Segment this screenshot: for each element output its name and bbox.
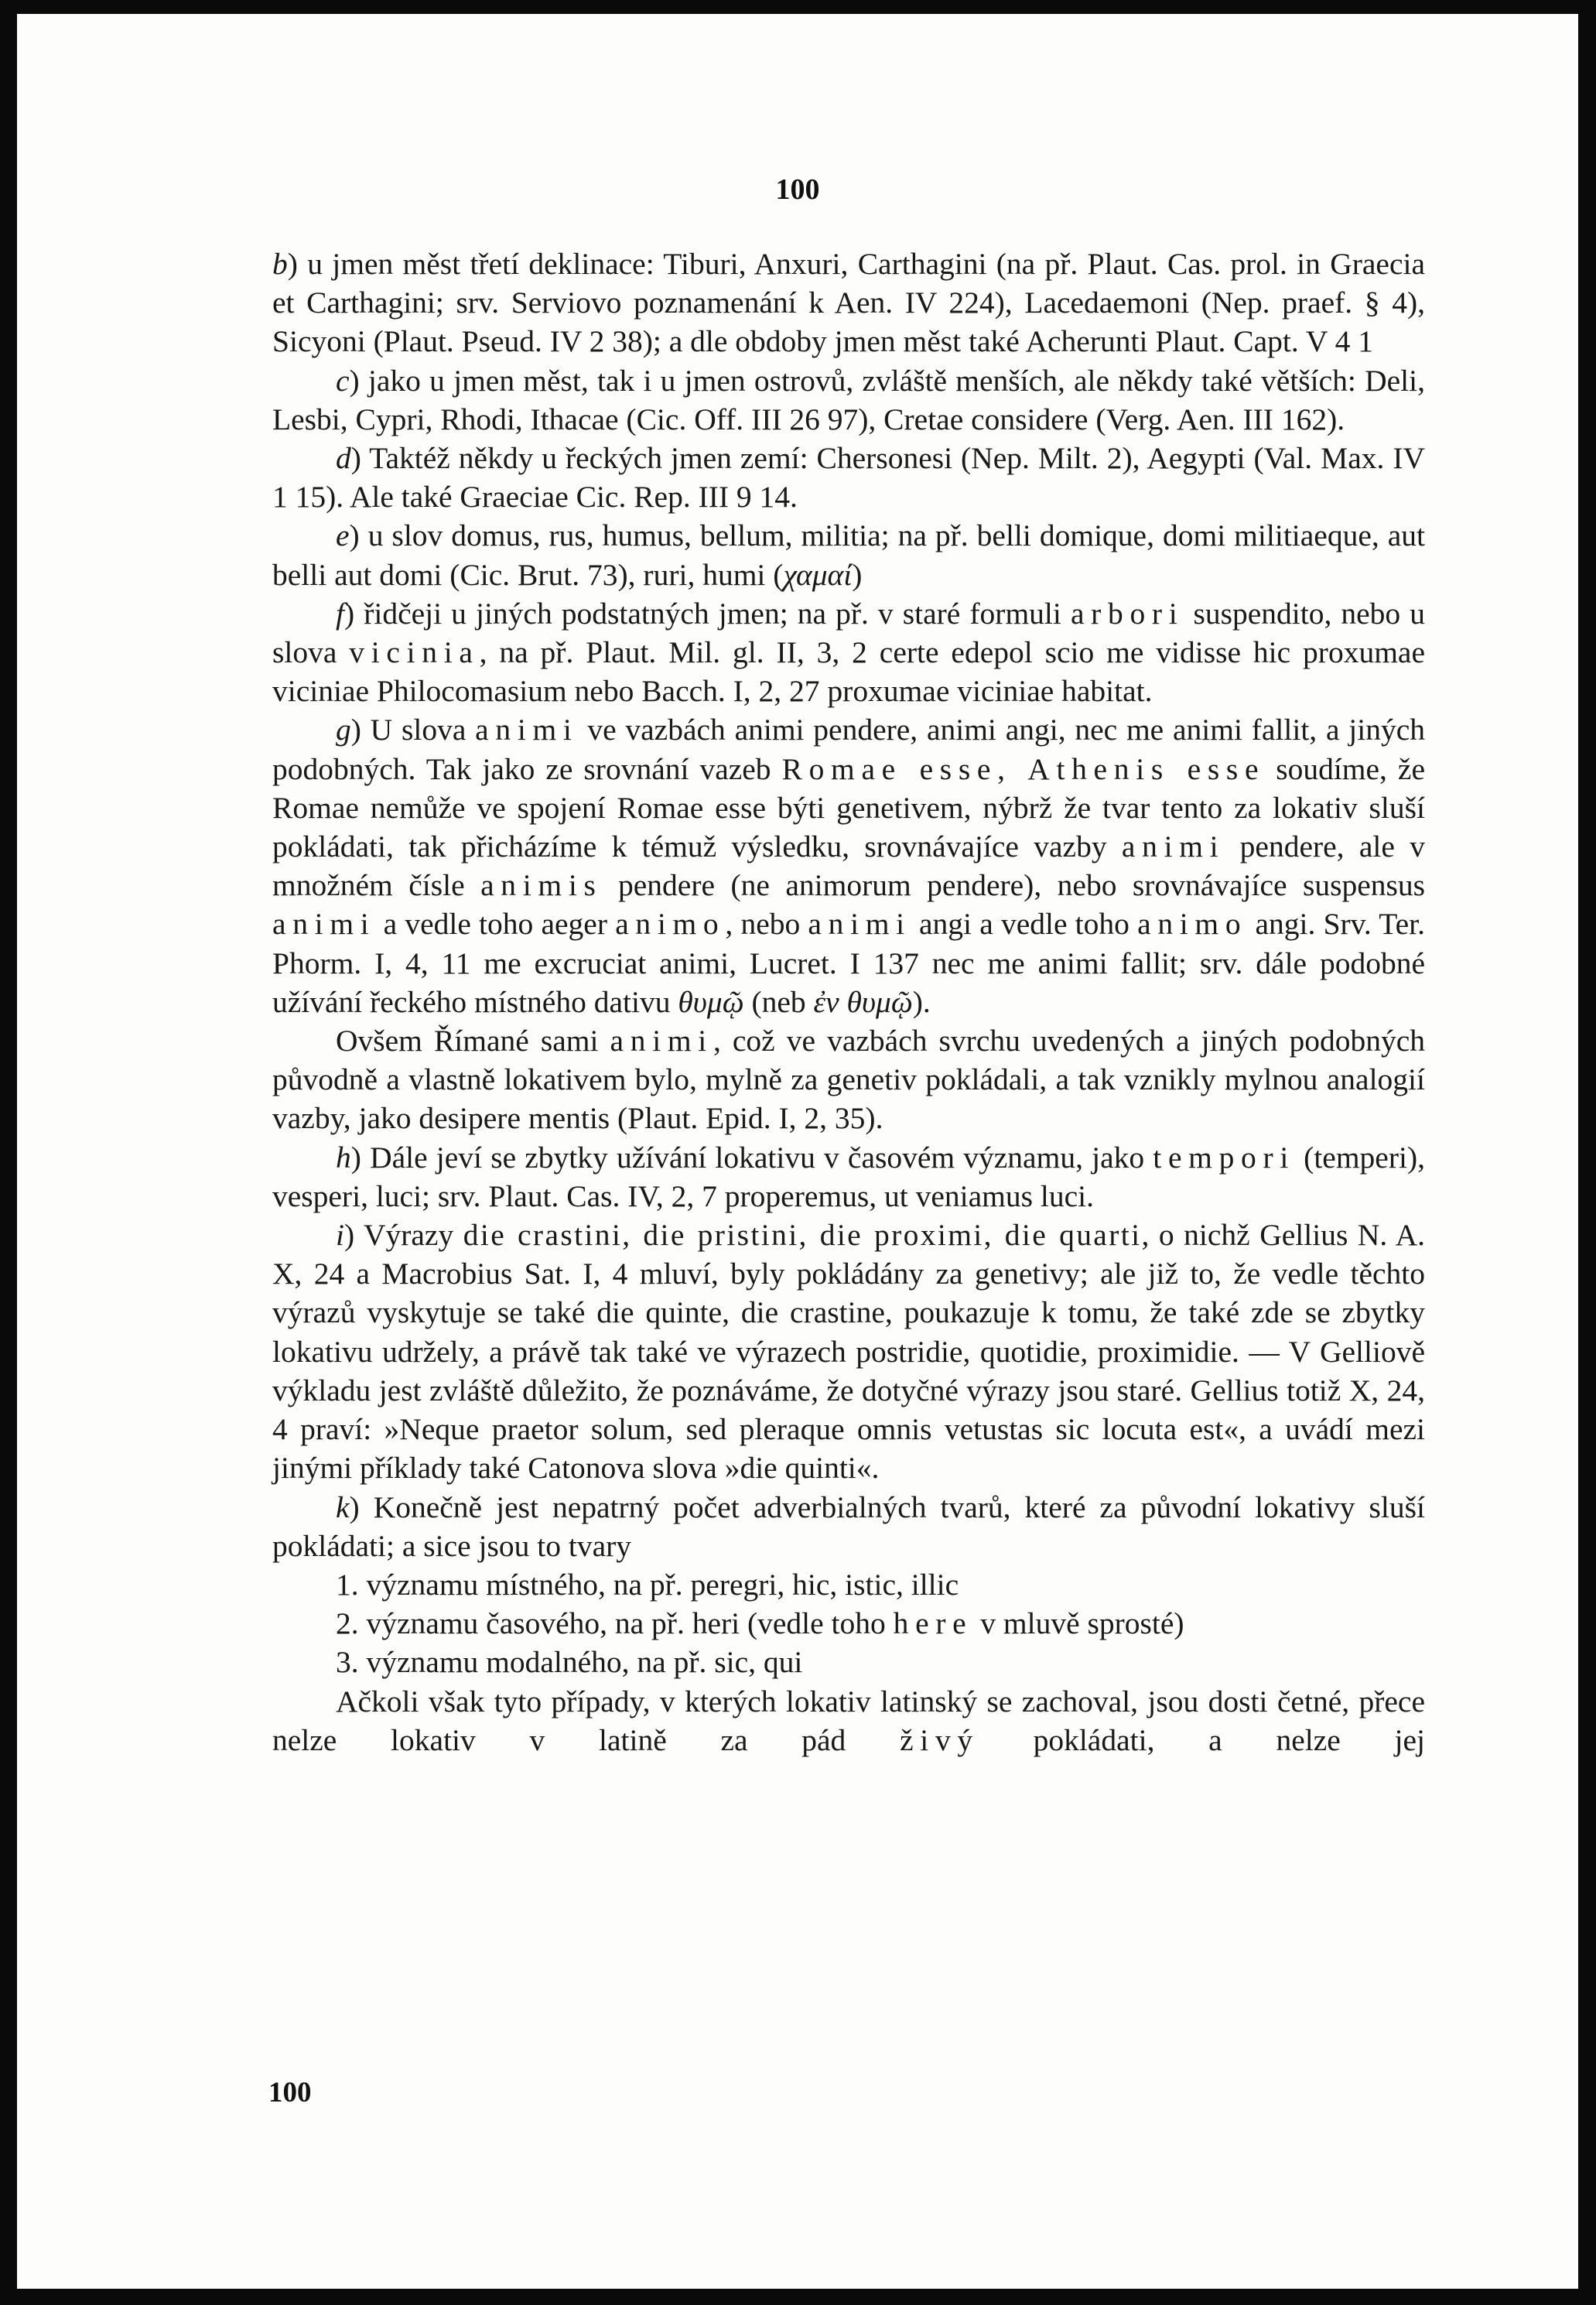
spaced-term: Romae esse, Athenis esse — [781, 751, 1266, 786]
greek-word: χαμαί — [783, 557, 853, 592]
paragraph-final: Ačkoli však tyto případy, v kterých lokativ latinský se zachoval, jsou dosti četné, přece nelze lokativ v latině za pád živý pokládati, a nelze jej — [272, 1684, 1426, 1757]
greek-word: θυμῷ — [678, 984, 744, 1019]
spaced-term: arbori — [1070, 596, 1184, 631]
spaced-term: animi — [1121, 829, 1225, 864]
item-letter: k — [336, 1489, 350, 1524]
spaced-term: animo — [615, 907, 726, 942]
spaced-term: animis — [480, 868, 603, 903]
item-letter: c — [336, 363, 350, 398]
paragraph-f: f) řidčeji u jiných podstatných jmen; na př. v staré formuli arbori suspendito, nebo u slova vicinia, na př. Plaut. Mil. gl. II, 3, 2 certe edepol scio me vidisse hic proxumae viciniae Philocomasium nebo Bacch. I, 2, 27 proxumae viciniae habitat. — [272, 596, 1425, 709]
spaced-term: animi — [610, 1024, 713, 1058]
item-letter: b — [272, 247, 288, 281]
paragraph-g-continued: Ovšem Římané sami animi, což ve vazbách svrchu uvedených a jiných podobných původně a vlastně lokativem bylo, mylně za genetiv pokládali, a tak vznikly mylnou analogií vazby, jako desipere mentis (Plaut. Epid. I, 2, 35). — [272, 1024, 1425, 1136]
item-letter: f — [336, 596, 344, 631]
item-letter: d — [336, 441, 351, 476]
list-item-3: 3. významu modalného, na př. sic, qui — [336, 1645, 803, 1680]
greek-word: ἐν θυμῷ — [813, 984, 913, 1019]
paragraph-h: h) Dále jeví se zbytky užívání lokativu v časovém významu, jako tempori (temperi), vesperi, luci; srv. Plaut. Cas. IV, 2, 7 properemus, ut veniamus luci. — [272, 1140, 1425, 1213]
spaced-term: animi — [808, 907, 911, 942]
item-letter: i — [336, 1218, 344, 1253]
paragraph-d: d) Taktéž někdy u řeckých jmen zemí: Chersonesi (Nep. Milt. 2), Aegypti (Val. Max. IV 1 15). Ale také Graeciae Cic. Rep. III 9 14. — [272, 441, 1425, 515]
spaced-term: animi — [272, 907, 376, 942]
item-letter: h — [336, 1140, 351, 1175]
spaced-term: animo — [1137, 907, 1248, 942]
paragraph-g: g) U slova animi ve vazbách animi pendere, animi angi, nec me animi fallit, a jiných podobných. Tak jako ze srovnání vazeb Romae esse, Athenis esse soudíme, že Romae nemůže ve spojení Romae esse býti genetivem, nýbrž že tvar tento za lokativ sluší pokládati, tak přicházíme k témuž výsledku, srovnávajíce vazby animi pendere, ale v množném čísle animis pendere (ne animorum pendere), nebo srovnávajíce suspensus animi a vedle toho aeger animo, nebo animi angi a vedle toho animo angi. Srv. Ter. Phorm. I, 4, 11 me excruciat animi, Lucret. I 137 nec me animi fallit; srv. dále podobné užívání řeckého místného dativu θυμῷ (neb ἐν θυμῷ). — [272, 713, 1425, 1019]
paragraph-i: i) Výrazy die crastini, die pristini, die proximi, die quarti, o nichž Gellius N. A. X, 24 a Macrobius Sat. I, 4 mluví, byly pokládány za genetivy; ale již to, že vedle těchto výrazů vyskytuje se také die quinte, die crastine, poukazuje k tomu, že také zde se zbytky lokativu udržely, a právě tak také ve výrazech postridie, quotidie, proximidie. — V Gelliově výkladu jest zvláště důležito, že poznáváme, že dotyčné výrazy jsou staré. Gellius totiž X, 24, 4 praví: »Neque praetor solum, sed pleraque omnis vetustas sic locuta est«, a uvádí mezi jinými příklady také Catonova slova »die quinti«. — [272, 1218, 1426, 1486]
spaced-term: tempori — [1153, 1140, 1295, 1175]
paragraph-k: k) Konečně jest nepatrný počet adverbialných tvarů, které za původní lokativy sluší pokládati; a sice jsou to tvary — [272, 1489, 1425, 1563]
spaced-term: animi — [475, 713, 579, 747]
spaced-term: živý — [900, 1722, 979, 1757]
body-text — [272, 245, 1425, 1760]
list-item-2: 2. významu časového, na př. heri (vedle toho here v mluvě sprosté) — [336, 1606, 1184, 1641]
paragraph-b: b) u jmen měst třetí deklinace: Tiburi, Anxuri, Carthagini (na př. Plaut. Cas. prol. in Graecia et Carthagini; srv. Serviovo poznamenání k Aen. IV 224), Lacedaemoni (Nep. praef. § 4), Sicyoni (Plaut. Pseud. IV 2 38); a dle obdoby jmen měst také Acherunti Plaut. Capt. V 4 1 — [272, 247, 1425, 359]
page-number-top: 100 — [775, 173, 820, 206]
spaced-term: die crastini, die pristini, die proximi, die quarti — [463, 1218, 1142, 1253]
item-letter: g — [336, 713, 351, 747]
list-item-1: 1. významu místného, na př. peregri, hic, istic, illic — [336, 1567, 959, 1602]
page-number-bottom: 100 — [268, 2077, 312, 2108]
book-page — [17, 14, 1578, 2289]
paragraph-c: c) jako u jmen měst, tak i u jmen ostrovů, zvláště menších, ale někdy také větších: Deli, Lesbi, Cypri, Rhodi, Ithacae (Cic. Off. III 26 97), Cretae considere (Verg. Aen. III 162). — [272, 363, 1425, 436]
spaced-term: here — [893, 1606, 973, 1641]
item-letter: e — [336, 518, 350, 553]
paragraph-e: e) u slov domus, rus, humus, bellum, militia; na př. belli domique, domi militiaeque, aut belli aut domi (Cic. Brut. 73), ruri, humi (χαμαί) — [272, 518, 1425, 592]
spaced-term: vicinia — [349, 635, 480, 670]
